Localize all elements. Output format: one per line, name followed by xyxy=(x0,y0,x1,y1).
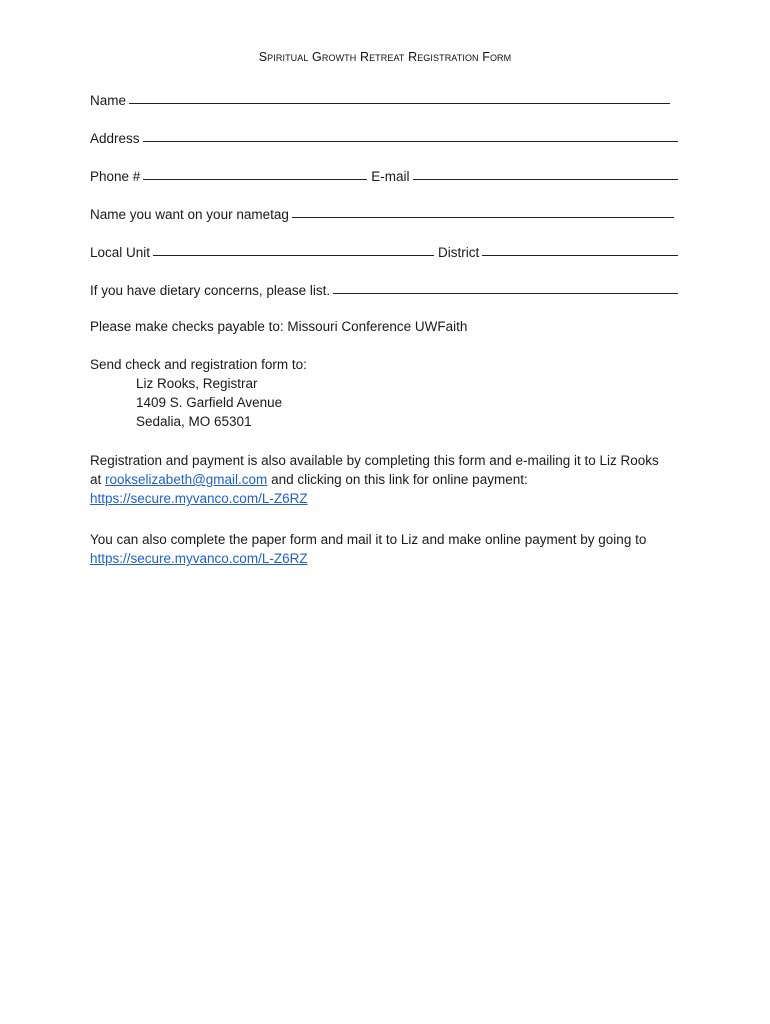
send-to-intro: Send check and registration form to: xyxy=(90,357,307,372)
unit-district-row xyxy=(90,240,678,260)
nametag-row xyxy=(90,202,678,222)
dietary-blank[interactable] xyxy=(333,293,678,294)
registrar-email-link[interactable]: rookselizabeth@gmail.com xyxy=(105,472,268,487)
registrar-name: Liz Rooks, Registrar xyxy=(136,376,258,391)
phone-blank[interactable] xyxy=(143,179,367,180)
nametag-label: Name you want on your nametag xyxy=(90,207,289,222)
form-title: Spiritual Growth Retreat Registration Form xyxy=(258,50,512,64)
dietary-label: If you have dietary concerns, please list. xyxy=(90,283,331,298)
address-label: Address xyxy=(90,131,140,146)
online-at: at xyxy=(90,472,102,487)
local-unit-blank[interactable] xyxy=(153,255,434,256)
paper-form-paragraph xyxy=(90,530,680,568)
dietary-row xyxy=(90,278,678,298)
address-blank[interactable] xyxy=(143,141,678,142)
district-blank[interactable] xyxy=(482,255,678,256)
email-blank[interactable] xyxy=(413,179,678,180)
name-blank[interactable] xyxy=(129,103,670,104)
district-label: District xyxy=(438,245,480,260)
name-label: Name xyxy=(90,93,127,108)
nametag-blank[interactable] xyxy=(292,217,674,218)
name-row xyxy=(90,88,678,108)
online-text-1: Registration and payment is also available by completing this form and e-mailing it to Liz Rooks xyxy=(90,453,659,468)
address-row xyxy=(90,126,678,146)
checks-payable-text: Please make checks payable to: Missouri Conference UWFaith xyxy=(90,319,468,334)
registrar-city: Sedalia, MO 65301 xyxy=(136,414,252,429)
phone-label: Phone # xyxy=(90,169,141,184)
payment-link-2[interactable]: https://secure.myvanco.com/L-Z6RZ xyxy=(90,551,308,566)
online-registration-paragraph xyxy=(90,451,680,508)
email-label: E-mail xyxy=(371,169,410,184)
payment-link-1[interactable]: https://secure.myvanco.com/L-Z6RZ xyxy=(90,491,308,506)
registrar-street: 1409 S. Garfield Avenue xyxy=(136,395,283,410)
phone-email-row xyxy=(90,164,678,184)
local-unit-label: Local Unit xyxy=(90,245,151,260)
paper-text: You can also complete the paper form and mail it to Liz and make online payment by going to xyxy=(90,532,647,547)
online-text-2: and clicking on this link for online payment: xyxy=(271,472,528,487)
